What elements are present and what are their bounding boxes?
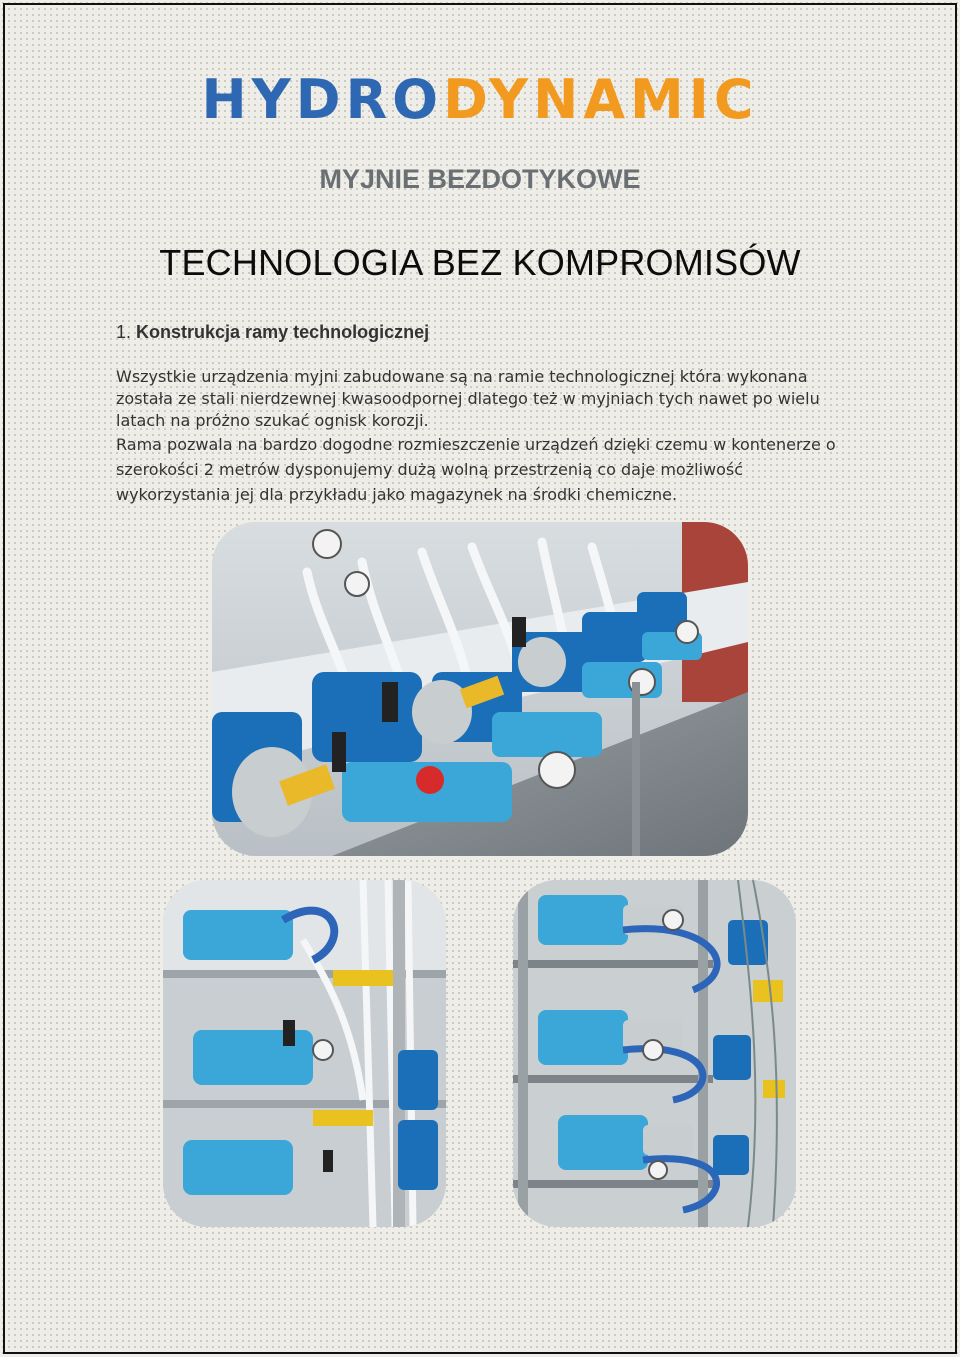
pump-rack-photo-icon: [163, 880, 446, 1227]
photo-pump-rack-left: [163, 880, 446, 1227]
logo-text-hydro: HYDRO: [201, 68, 444, 131]
section-number: 1.: [116, 322, 132, 342]
pump-row-photo-icon: [212, 522, 748, 856]
paragraph-frame-material: Wszystkie urządzenia myjni zabudowane są na ramie technologicznej która wykonana została ze stali nierdzewnej kwasoodpornej dlatego też w myjniach tych nawet po wielu latach na próżno szukać ognisk korozji.: [116, 367, 820, 430]
page-title: TECHNOLOGIA BEZ KOMPROMISÓW: [159, 242, 801, 283]
photo-pump-rack-right: [513, 880, 796, 1227]
company-logo: [0, 68, 960, 132]
pump-rack-photo-icon: [513, 880, 796, 1227]
photo-pump-row: [212, 522, 748, 856]
section-heading: [116, 322, 429, 343]
section-body: [116, 366, 856, 507]
page-subtitle: MYJNIE BEZDOTYKOWE: [319, 164, 641, 194]
section-title: Konstrukcja ramy technologicznej: [136, 322, 430, 342]
paragraph-frame-layout: Rama pozwala na bardzo dogodne rozmieszczenie urządzeń dzięki czemu w kontenerze o szerokości 2 metrów dysponujemy dużą wolną przestrzenią co daje możliwość wykorzystania jej dla przykładu jako magazynek na środki chemiczne.: [116, 435, 836, 504]
logo-text-dynamic: DYNAMIC: [443, 68, 759, 131]
